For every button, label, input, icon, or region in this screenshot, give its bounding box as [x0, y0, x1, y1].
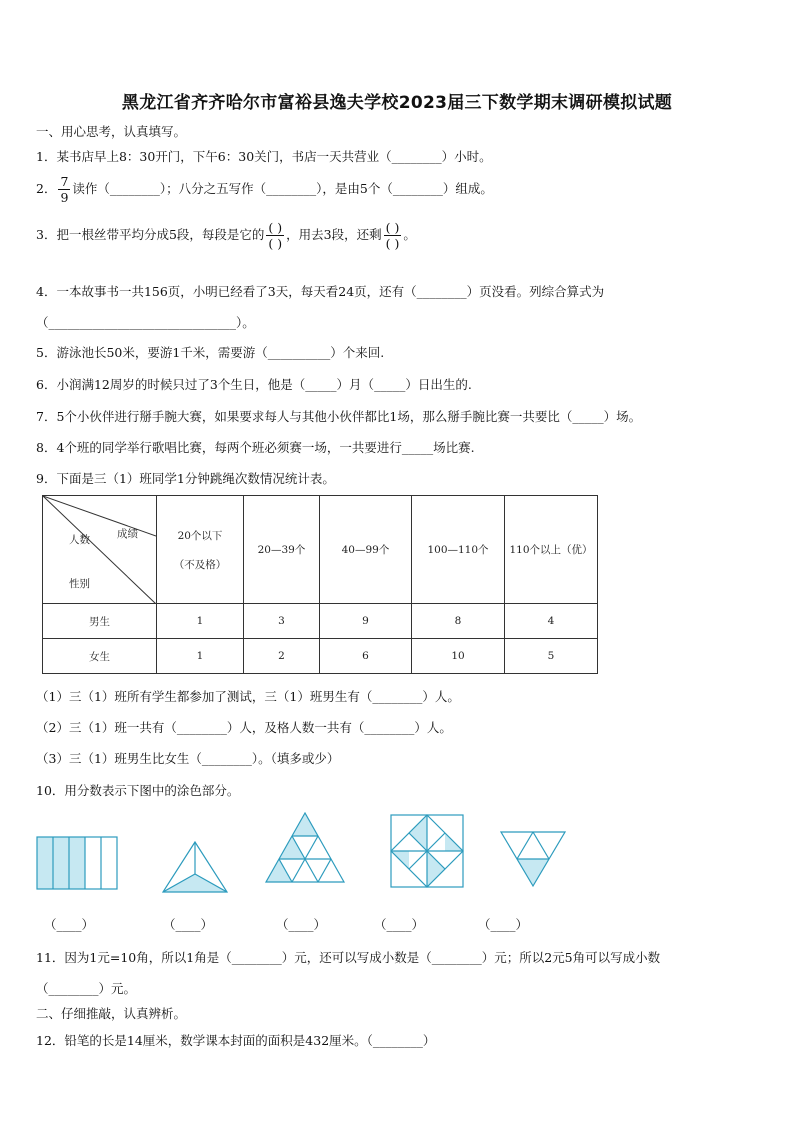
page-title: 黑龙江省齐齐哈尔市富裕县逸夫学校2023届三下数学期末调研模拟试题 — [121, 93, 673, 113]
blank-fraction-1 — [266, 220, 284, 251]
figure-4-answer-blank: （____） — [374, 917, 425, 932]
row-label: 男生 — [43, 604, 157, 639]
question-11-line-2: （________）元。 — [36, 981, 137, 996]
figure-square-diamond — [390, 814, 464, 888]
blank-fraction-2 — [384, 220, 402, 251]
jump-rope-table — [42, 495, 598, 674]
figure-triangle-thirds — [162, 840, 228, 894]
question-4-line-2: （______________________________）。 — [36, 315, 255, 330]
table-header-cell: 20—39个 — [244, 496, 320, 604]
figure-inverted-triangle — [500, 830, 566, 888]
question-11-line-1: 11．因为1元=10角，所以1角是（________）元，还可以写成小数是（________）元；所以2元5角可以写成小数 — [36, 950, 661, 965]
section-1-heading: 一、用心思考，认真填写。 — [36, 124, 187, 139]
table-cell: 3 — [244, 604, 320, 639]
table-cell: 10 — [412, 639, 505, 674]
question-8: 8．4个班的同学举行歌唱比赛，每两个班必须赛一场，一共要进行_____场比赛. — [36, 440, 475, 455]
question-4-line-1: 4．一本故事书一共156页，小明已经看了3天，每天看24页，还有（________）页没看。列综合算式为 — [36, 284, 605, 299]
row-label: 女生 — [43, 639, 157, 674]
table-header-cell: 100—110个 — [412, 496, 505, 604]
table-header-cell: 40—99个 — [320, 496, 412, 604]
table-row — [43, 639, 598, 674]
fraction-numerator: 7 — [60, 174, 69, 189]
question-12: 12．铅笔的长是14厘米，数学课本封面的面积是432厘米。（________） — [36, 1033, 436, 1048]
question-2 — [36, 174, 493, 205]
question-2-number: 2． — [36, 181, 57, 196]
blank-numerator: ( ) — [268, 220, 283, 235]
question-3-part-c: 。 — [403, 227, 416, 242]
table-cell: 4 — [505, 604, 598, 639]
figure-triangle-ninths — [264, 812, 346, 886]
blank-denominator: ( ) — [268, 236, 283, 251]
question-5: 5．游泳池长50米，要游1千米，需要游（__________）个来回. — [36, 345, 385, 360]
table-cell: 5 — [505, 639, 598, 674]
figure-rectangle-strips — [36, 836, 118, 892]
figure-2-answer-blank: （____） — [163, 917, 214, 932]
blank-numerator: ( ) — [385, 220, 400, 235]
corner-label-score: 成绩 — [117, 528, 138, 540]
blank-denominator: ( ) — [385, 236, 400, 251]
question-3-part-a: 3．把一根丝带平均分成5段，每段是它的 — [36, 227, 265, 242]
question-10: 10．用分数表示下图中的涂色部分。 — [36, 783, 240, 798]
question-3 — [36, 220, 416, 251]
table-corner-cell — [43, 496, 157, 604]
figure-5-answer-blank: （____） — [478, 917, 529, 932]
corner-label-count: 人数 — [69, 534, 90, 546]
table-cell: 8 — [412, 604, 505, 639]
question-9-part-2: （2）三（1）班一共有（________）人，及格人数一共有（________）人。 — [36, 720, 452, 735]
figure-3-answer-blank: （____） — [276, 917, 327, 932]
question-6: 6．小润满12周岁的时候只过了3个生日，他是（_____）月（_____）日出生的. — [36, 377, 472, 392]
table-cell: 1 — [157, 639, 244, 674]
section-2-heading: 二、仔细推敲，认真辨析。 — [36, 1006, 187, 1021]
corner-label-gender: 性别 — [69, 578, 90, 590]
fraction-denominator: 9 — [60, 190, 69, 205]
table-header-cell: 110个以上（优） — [505, 496, 598, 604]
question-9-part-3: （3）三（1）班男生比女生（________）。（填多或少） — [36, 751, 340, 766]
figure-1-answer-blank: （____） — [44, 917, 95, 932]
question-1: 1．某书店早上8：30开门，下午6：30关门，书店一天共营业（________）小时。 — [36, 149, 492, 164]
table-cell: 2 — [244, 639, 320, 674]
table-header-cell: 20个以下 （不及格） — [157, 496, 244, 604]
table-cell: 1 — [157, 604, 244, 639]
diagonal-lines — [43, 496, 156, 604]
fraction-7-9 — [58, 174, 70, 205]
table-row — [43, 604, 598, 639]
question-9: 9．下面是三（1）班同学1分钟跳绳次数情况统计表。 — [36, 471, 335, 486]
table-cell: 6 — [320, 639, 412, 674]
question-9-part-1: （1）三（1）班所有学生都参加了测试，三（1）班男生有（________）人。 — [36, 689, 460, 704]
question-2-text: 读作（________）；八分之五写作（________），是由5个（________）组成。 — [72, 181, 493, 196]
question-3-part-b: ，用去3段，还剩 — [286, 227, 382, 242]
question-7: 7．5个小伙伴进行掰手腕大赛，如果要求每人与其他小伙伴都比1场，那么掰手腕比赛一共要比（_____）场。 — [36, 409, 642, 424]
table-cell: 9 — [320, 604, 412, 639]
